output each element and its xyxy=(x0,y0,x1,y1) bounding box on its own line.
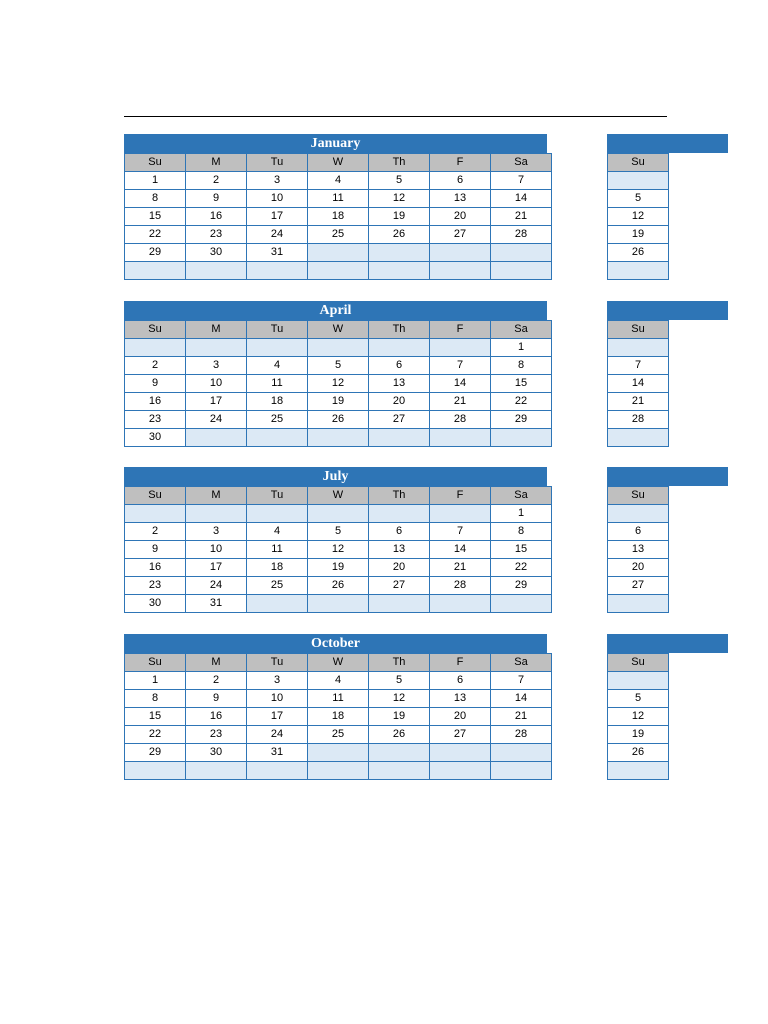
empty-day-cell xyxy=(369,429,430,447)
empty-day-cell xyxy=(369,762,430,780)
day-cell: 5 xyxy=(308,523,369,541)
month-title: April xyxy=(124,301,547,320)
partial-month-title-bar xyxy=(607,634,728,653)
week-row xyxy=(125,595,552,613)
partial-month-block xyxy=(607,634,728,780)
day-cell: 13 xyxy=(369,375,430,393)
empty-day-cell xyxy=(247,505,308,523)
partial-month-title-bar xyxy=(607,134,728,153)
day-cell: 24 xyxy=(186,411,247,429)
day-cell: 25 xyxy=(247,411,308,429)
day-cell: 12 xyxy=(308,375,369,393)
week-row xyxy=(125,208,552,226)
day-cell: 2 xyxy=(186,672,247,690)
weekday-header: F xyxy=(430,487,491,505)
day-cell: 14 xyxy=(430,541,491,559)
empty-day-cell xyxy=(125,505,186,523)
empty-day-cell xyxy=(430,505,491,523)
weekday-header: Sa xyxy=(491,321,552,339)
empty-day-cell xyxy=(125,262,186,280)
month-grid xyxy=(124,486,552,613)
day-cell: 23 xyxy=(125,411,186,429)
empty-day-cell xyxy=(608,339,669,357)
week-row xyxy=(125,690,552,708)
weekday-header: M xyxy=(186,654,247,672)
day-cell: 16 xyxy=(186,208,247,226)
empty-day-cell xyxy=(186,505,247,523)
month-grid xyxy=(124,320,552,447)
day-cell: 30 xyxy=(186,244,247,262)
weekday-header: Th xyxy=(369,154,430,172)
day-cell: 4 xyxy=(247,357,308,375)
day-cell: 7 xyxy=(491,672,552,690)
day-cell: 28 xyxy=(430,577,491,595)
weekday-header: Tu xyxy=(247,487,308,505)
month-block-july xyxy=(124,467,547,613)
day-cell: 27 xyxy=(608,577,669,595)
day-cell: 7 xyxy=(430,357,491,375)
day-cell: 14 xyxy=(608,375,669,393)
weekday-header: Su xyxy=(608,321,669,339)
empty-day-cell xyxy=(369,744,430,762)
empty-day-cell xyxy=(608,505,669,523)
day-cell: 14 xyxy=(430,375,491,393)
day-cell: 18 xyxy=(308,208,369,226)
partial-month-block xyxy=(607,301,728,447)
day-cell: 19 xyxy=(608,726,669,744)
day-cell: 2 xyxy=(125,357,186,375)
weekday-header: Tu xyxy=(247,154,308,172)
weekday-header: Th xyxy=(369,654,430,672)
partial-month-grid xyxy=(607,653,669,780)
empty-day-cell xyxy=(308,505,369,523)
week-row xyxy=(125,375,552,393)
month-grid xyxy=(124,653,552,780)
day-cell: 25 xyxy=(247,577,308,595)
day-cell: 5 xyxy=(369,672,430,690)
partial-month-title-bar xyxy=(607,467,728,486)
weekday-header: Su xyxy=(125,154,186,172)
day-cell: 7 xyxy=(608,357,669,375)
empty-day-cell xyxy=(430,762,491,780)
day-cell: 30 xyxy=(186,744,247,762)
week-row xyxy=(125,411,552,429)
day-cell: 1 xyxy=(491,505,552,523)
day-cell: 28 xyxy=(430,411,491,429)
day-cell: 11 xyxy=(308,190,369,208)
day-cell: 15 xyxy=(491,541,552,559)
weekday-header: Tu xyxy=(247,321,308,339)
weekday-header: F xyxy=(430,321,491,339)
day-cell: 4 xyxy=(247,523,308,541)
day-cell: 26 xyxy=(308,411,369,429)
day-cell: 19 xyxy=(608,226,669,244)
empty-day-cell xyxy=(308,262,369,280)
day-cell: 11 xyxy=(247,541,308,559)
day-cell: 23 xyxy=(186,726,247,744)
day-cell: 10 xyxy=(247,690,308,708)
weekday-header: W xyxy=(308,487,369,505)
day-cell: 1 xyxy=(125,172,186,190)
day-cell: 11 xyxy=(247,375,308,393)
week-row xyxy=(125,226,552,244)
day-cell: 21 xyxy=(608,393,669,411)
week-row xyxy=(125,244,552,262)
week-row xyxy=(125,672,552,690)
day-cell: 20 xyxy=(369,559,430,577)
week-row xyxy=(125,762,552,780)
empty-day-cell xyxy=(247,262,308,280)
month-block-january xyxy=(124,134,547,280)
empty-day-cell xyxy=(308,244,369,262)
day-cell: 21 xyxy=(430,559,491,577)
day-cell: 15 xyxy=(125,708,186,726)
day-cell: 7 xyxy=(430,523,491,541)
week-row xyxy=(125,559,552,577)
empty-day-cell xyxy=(608,262,669,280)
day-cell: 26 xyxy=(308,577,369,595)
empty-day-cell xyxy=(369,505,430,523)
day-cell: 27 xyxy=(369,577,430,595)
day-cell: 28 xyxy=(491,226,552,244)
day-cell: 29 xyxy=(491,411,552,429)
weekday-header-row xyxy=(125,487,552,505)
day-cell: 22 xyxy=(125,726,186,744)
weekday-header: Sa xyxy=(491,487,552,505)
day-cell: 31 xyxy=(186,595,247,613)
empty-day-cell xyxy=(247,595,308,613)
week-row xyxy=(125,357,552,375)
empty-day-cell xyxy=(608,762,669,780)
weekday-header: Su xyxy=(608,654,669,672)
day-cell: 24 xyxy=(247,726,308,744)
week-row xyxy=(125,190,552,208)
week-row xyxy=(125,726,552,744)
day-cell: 15 xyxy=(125,208,186,226)
empty-day-cell xyxy=(369,262,430,280)
partial-month-block xyxy=(607,134,728,280)
week-row xyxy=(125,262,552,280)
week-row xyxy=(125,708,552,726)
day-cell: 12 xyxy=(608,208,669,226)
day-cell: 7 xyxy=(491,172,552,190)
day-cell: 18 xyxy=(308,708,369,726)
day-cell: 5 xyxy=(608,690,669,708)
partial-month-title-bar xyxy=(607,301,728,320)
day-cell: 25 xyxy=(308,726,369,744)
day-cell: 5 xyxy=(308,357,369,375)
month-block-april xyxy=(124,301,547,447)
day-cell: 17 xyxy=(186,559,247,577)
empty-day-cell xyxy=(247,339,308,357)
day-cell: 12 xyxy=(608,708,669,726)
day-cell: 16 xyxy=(186,708,247,726)
weekday-header: W xyxy=(308,321,369,339)
day-cell: 16 xyxy=(125,393,186,411)
empty-day-cell xyxy=(491,262,552,280)
weekday-header: W xyxy=(308,654,369,672)
day-cell: 31 xyxy=(247,244,308,262)
day-cell: 15 xyxy=(491,375,552,393)
weekday-header: M xyxy=(186,321,247,339)
week-row xyxy=(125,541,552,559)
day-cell: 26 xyxy=(369,226,430,244)
day-cell: 21 xyxy=(491,708,552,726)
day-cell: 3 xyxy=(247,672,308,690)
week-row xyxy=(125,172,552,190)
empty-day-cell xyxy=(430,244,491,262)
day-cell: 6 xyxy=(369,523,430,541)
empty-day-cell xyxy=(186,339,247,357)
day-cell: 22 xyxy=(491,393,552,411)
empty-day-cell xyxy=(186,762,247,780)
day-cell: 26 xyxy=(608,744,669,762)
day-cell: 6 xyxy=(430,672,491,690)
empty-day-cell xyxy=(125,339,186,357)
day-cell: 21 xyxy=(491,208,552,226)
partial-month-block xyxy=(607,467,728,613)
weekday-header: W xyxy=(308,154,369,172)
day-cell: 14 xyxy=(491,190,552,208)
day-cell: 8 xyxy=(491,523,552,541)
weekday-header: Su xyxy=(125,321,186,339)
day-cell: 18 xyxy=(247,559,308,577)
day-cell: 27 xyxy=(369,411,430,429)
day-cell: 20 xyxy=(430,208,491,226)
day-cell: 4 xyxy=(308,172,369,190)
day-cell: 13 xyxy=(608,541,669,559)
empty-day-cell xyxy=(186,429,247,447)
weekday-header-row xyxy=(125,154,552,172)
month-title: January xyxy=(124,134,547,153)
empty-day-cell xyxy=(186,262,247,280)
day-cell: 20 xyxy=(369,393,430,411)
empty-day-cell xyxy=(430,744,491,762)
empty-day-cell xyxy=(308,762,369,780)
day-cell: 8 xyxy=(125,190,186,208)
day-cell: 12 xyxy=(369,690,430,708)
day-cell: 6 xyxy=(430,172,491,190)
day-cell: 23 xyxy=(125,577,186,595)
day-cell: 4 xyxy=(308,672,369,690)
weekday-header: Su xyxy=(608,154,669,172)
day-cell: 28 xyxy=(608,411,669,429)
day-cell: 9 xyxy=(125,375,186,393)
day-cell: 20 xyxy=(608,559,669,577)
month-block-october xyxy=(124,634,547,780)
weekday-header: Su xyxy=(125,654,186,672)
day-cell: 12 xyxy=(308,541,369,559)
empty-day-cell xyxy=(430,595,491,613)
empty-day-cell xyxy=(608,672,669,690)
weekday-header: M xyxy=(186,154,247,172)
day-cell: 1 xyxy=(491,339,552,357)
day-cell: 9 xyxy=(186,690,247,708)
day-cell: 22 xyxy=(491,559,552,577)
day-cell: 26 xyxy=(369,726,430,744)
day-cell: 29 xyxy=(125,244,186,262)
day-cell: 28 xyxy=(491,726,552,744)
empty-day-cell xyxy=(369,244,430,262)
partial-month-grid xyxy=(607,320,669,447)
day-cell: 13 xyxy=(430,690,491,708)
week-row xyxy=(125,744,552,762)
empty-day-cell xyxy=(308,339,369,357)
week-row xyxy=(125,429,552,447)
weekday-header: Tu xyxy=(247,654,308,672)
day-cell: 10 xyxy=(247,190,308,208)
empty-day-cell xyxy=(308,429,369,447)
day-cell: 12 xyxy=(369,190,430,208)
day-cell: 24 xyxy=(247,226,308,244)
day-cell: 18 xyxy=(247,393,308,411)
week-row xyxy=(125,523,552,541)
week-row xyxy=(125,339,552,357)
day-cell: 3 xyxy=(247,172,308,190)
empty-day-cell xyxy=(430,429,491,447)
partial-month-grid xyxy=(607,486,669,613)
day-cell: 5 xyxy=(369,172,430,190)
empty-day-cell xyxy=(608,172,669,190)
day-cell: 1 xyxy=(125,672,186,690)
month-title: July xyxy=(124,467,547,486)
day-cell: 19 xyxy=(308,559,369,577)
empty-day-cell xyxy=(608,429,669,447)
day-cell: 29 xyxy=(491,577,552,595)
day-cell: 27 xyxy=(430,726,491,744)
day-cell: 29 xyxy=(125,744,186,762)
empty-day-cell xyxy=(308,744,369,762)
empty-day-cell xyxy=(491,595,552,613)
day-cell: 3 xyxy=(186,357,247,375)
day-cell: 26 xyxy=(608,244,669,262)
empty-day-cell xyxy=(308,595,369,613)
day-cell: 19 xyxy=(308,393,369,411)
empty-day-cell xyxy=(608,595,669,613)
week-row xyxy=(125,393,552,411)
empty-day-cell xyxy=(247,762,308,780)
empty-day-cell xyxy=(491,429,552,447)
day-cell: 10 xyxy=(186,541,247,559)
day-cell: 6 xyxy=(369,357,430,375)
day-cell: 6 xyxy=(608,523,669,541)
weekday-header: F xyxy=(430,154,491,172)
day-cell: 22 xyxy=(125,226,186,244)
day-cell: 24 xyxy=(186,577,247,595)
empty-day-cell xyxy=(491,244,552,262)
weekday-header: Su xyxy=(125,487,186,505)
day-cell: 20 xyxy=(430,708,491,726)
day-cell: 30 xyxy=(125,595,186,613)
empty-day-cell xyxy=(125,762,186,780)
week-row xyxy=(125,505,552,523)
day-cell: 30 xyxy=(125,429,186,447)
empty-day-cell xyxy=(369,339,430,357)
day-cell: 19 xyxy=(369,208,430,226)
empty-day-cell xyxy=(369,595,430,613)
day-cell: 25 xyxy=(308,226,369,244)
day-cell: 17 xyxy=(247,708,308,726)
day-cell: 16 xyxy=(125,559,186,577)
weekday-header-row xyxy=(125,654,552,672)
weekday-header: Th xyxy=(369,321,430,339)
day-cell: 17 xyxy=(186,393,247,411)
day-cell: 19 xyxy=(369,708,430,726)
day-cell: 8 xyxy=(491,357,552,375)
weekday-header: M xyxy=(186,487,247,505)
day-cell: 11 xyxy=(308,690,369,708)
empty-day-cell xyxy=(491,744,552,762)
day-cell: 2 xyxy=(186,172,247,190)
day-cell: 2 xyxy=(125,523,186,541)
empty-day-cell xyxy=(247,429,308,447)
day-cell: 21 xyxy=(430,393,491,411)
month-grid xyxy=(124,153,552,280)
day-cell: 17 xyxy=(247,208,308,226)
day-cell: 3 xyxy=(186,523,247,541)
empty-day-cell xyxy=(491,762,552,780)
weekday-header: F xyxy=(430,654,491,672)
day-cell: 27 xyxy=(430,226,491,244)
week-row xyxy=(125,577,552,595)
day-cell: 9 xyxy=(125,541,186,559)
empty-day-cell xyxy=(430,339,491,357)
day-cell: 8 xyxy=(125,690,186,708)
weekday-header: Th xyxy=(369,487,430,505)
day-cell: 14 xyxy=(491,690,552,708)
day-cell: 5 xyxy=(608,190,669,208)
weekday-header: Sa xyxy=(491,654,552,672)
empty-day-cell xyxy=(430,262,491,280)
day-cell: 31 xyxy=(247,744,308,762)
day-cell: 13 xyxy=(369,541,430,559)
day-cell: 13 xyxy=(430,190,491,208)
top-rule xyxy=(124,116,667,117)
partial-month-grid xyxy=(607,153,669,280)
day-cell: 23 xyxy=(186,226,247,244)
weekday-header-row xyxy=(125,321,552,339)
weekday-header: Sa xyxy=(491,154,552,172)
day-cell: 10 xyxy=(186,375,247,393)
month-title: October xyxy=(124,634,547,653)
day-cell: 9 xyxy=(186,190,247,208)
weekday-header: Su xyxy=(608,487,669,505)
